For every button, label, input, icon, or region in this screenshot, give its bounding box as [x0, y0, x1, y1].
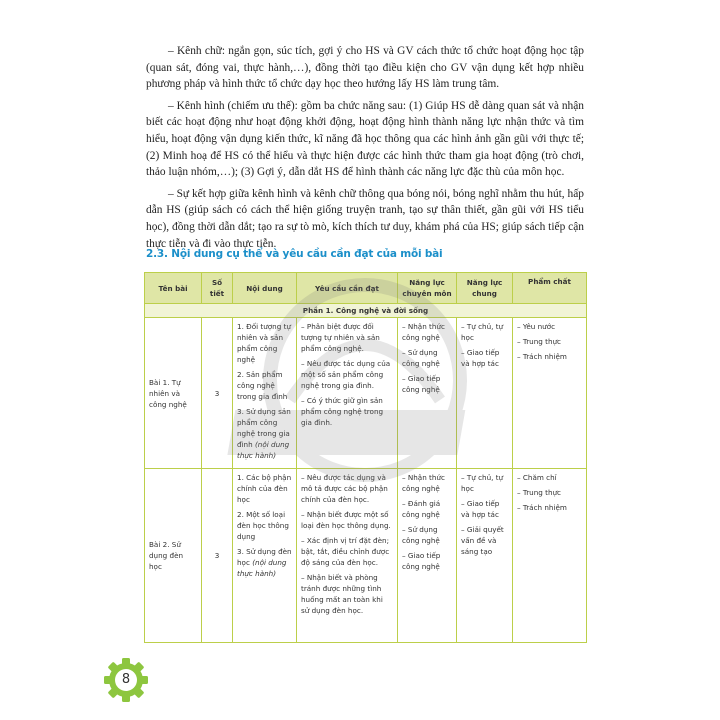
list-item	[301, 472, 393, 505]
header-cell: Nội dung	[233, 273, 297, 304]
content-note: (nội dung thực hành)	[237, 558, 287, 578]
header-cell: Tên bài	[145, 273, 202, 304]
list-item	[461, 321, 508, 343]
part-title: Phần 1. Công nghệ và đời sống	[145, 304, 587, 318]
item-text: 1. Các bộ phận chính của đèn học	[237, 473, 292, 504]
list-item	[237, 406, 292, 461]
header-cell: Năng lực chung	[457, 273, 513, 304]
list-item	[402, 472, 452, 494]
item-text: – Chăm chỉ	[517, 473, 557, 482]
item-text: – Có ý thức giữ gìn sản phẩm công nghệ trong gia đình.	[301, 396, 384, 427]
item-text: 2. Một số loại đèn học thông dụng	[237, 510, 289, 541]
lesson-periods: 3	[202, 469, 233, 643]
item-text: – Nêu được tác dụng và mô tả được các bộ phận chính của đèn học.	[301, 473, 388, 504]
list-item	[237, 321, 292, 365]
item-text: – Tự chủ, tự học	[461, 473, 504, 493]
lesson-name: Bài 1. Tự nhiên và công nghệ	[145, 318, 202, 469]
part-row	[145, 304, 587, 318]
item-text: – Giải quyết vấn đề và sáng tạo	[461, 525, 504, 556]
item-text: – Nhận biết được một số loại đèn học thông dụng.	[301, 510, 391, 530]
list-item	[517, 502, 582, 513]
item-text: – Nhận thức công nghệ	[402, 322, 445, 342]
item-text: – Sử dụng công nghệ	[402, 348, 440, 368]
list-item	[301, 535, 393, 568]
item-text: 3. Sử dụng sản phẩm công nghệ trong gia đình	[237, 407, 291, 449]
list-item	[402, 524, 452, 546]
item-text: – Giao tiếp công nghệ	[402, 374, 441, 394]
list-item	[237, 509, 292, 542]
list-item	[517, 487, 582, 498]
item-text: – Trách nhiệm	[517, 352, 567, 361]
table-header-row	[145, 273, 587, 304]
general-competencies	[457, 469, 513, 643]
table-row	[145, 469, 587, 643]
item-text: – Sử dụng công nghệ	[402, 525, 440, 545]
item-text: – Xác định vị trí đặt đèn; bật, tắt, điều chỉnh được độ sáng của đèn học.	[301, 536, 390, 567]
page-number: 8	[121, 672, 131, 687]
list-item	[402, 321, 452, 343]
lesson-name: Bài 2. Sử dụng đèn học	[145, 469, 202, 643]
specialized-competencies	[398, 318, 457, 469]
header-cell: Số tiết	[202, 273, 233, 304]
paragraph: – Kênh hình (chiếm ưu thế): gồm ba chức năng sau: (1) Giúp HS dễ dàng quan sát và nhận biết các hoạt động như hoạt động khởi động, hoạt động hình thành năng lực nhận thức và tìm hiểu, hoạt động vận dụng kiến thức, kĩ năng đã học thông qua các hình ảnh gần gũi với thực tế; (2) Minh hoạ để HS có thể hiểu và thực hiện được các hình thức tham gia hoạt động (trò chơi, thảo luận nhóm,…); (3) Gợi ý, dẫn dắt HS để hình thành các năng lực đặc thù của môn học.	[146, 99, 584, 179]
item-text: – Nhận thức công nghệ	[402, 473, 445, 493]
list-item	[301, 321, 393, 354]
list-item	[461, 498, 508, 520]
item-text: – Phân biệt được đối tượng tự nhiên và sản phẩm công nghệ.	[301, 322, 380, 353]
paragraph: – Sự kết hợp giữa kênh hình và kênh chữ thông qua bóng nói, bóng nghĩ nhằm thu hút, hấp dẫn HS (giúp sách có cách thể hiện giống truyện tranh, tạo sự thân thiết, gần gũi với HS tiểu học), đồng thời dẫn dắt; tạo ra sự tò mò, kích thích tư duy, khám phá của HS; giúp sách tiếp cận thực tiễn và đi vào thực tiễn.	[146, 187, 584, 250]
header-cell: Năng lực chuyên môn	[398, 273, 457, 304]
item-text: – Giao tiếp và hợp tác	[461, 348, 500, 368]
general-competencies	[457, 318, 513, 469]
paragraph: – Kênh chữ: ngắn gọn, súc tích, gợi ý cho HS và GV cách thức tổ chức hoạt động học tập (quan sát, đóng vai, thực hành,…), đồng thời tạo điều kiện cho GV vận dụng kết hợp nhiều phương pháp và hình thức tổ chức dạy học theo hướng lấy HS làm trung tâm.	[146, 45, 584, 91]
list-item	[301, 509, 393, 531]
lesson-requirements	[297, 318, 398, 469]
item-text: – Trách nhiệm	[517, 503, 567, 512]
list-item	[517, 336, 582, 347]
list-item	[517, 472, 582, 483]
lesson-requirements	[297, 469, 398, 643]
list-item	[517, 351, 582, 362]
list-item	[402, 498, 452, 520]
list-item	[237, 472, 292, 505]
table-row	[145, 318, 587, 469]
list-item	[402, 373, 452, 395]
list-item	[301, 358, 393, 391]
header-cell: Phẩm chất	[513, 273, 587, 304]
lesson-table	[144, 272, 587, 643]
list-item	[461, 347, 508, 369]
item-text: 2. Sản phẩm công nghệ trong gia đình	[237, 370, 288, 401]
list-item	[237, 546, 292, 579]
list-item	[301, 572, 393, 616]
section-heading: 2.3. Nội dung cụ thể và yêu cầu cần đạt của mỗi bài	[146, 248, 443, 260]
qualities	[513, 318, 587, 469]
item-text: – Yêu nước	[517, 322, 556, 331]
item-text: 1. Đối tượng tự nhiên và sản phẩm công nghệ	[237, 322, 291, 364]
list-item	[402, 550, 452, 572]
lesson-content	[233, 469, 297, 643]
item-text: 3. Sử dụng đèn học	[237, 547, 292, 567]
body-text	[146, 43, 584, 257]
list-item	[301, 395, 393, 428]
list-item	[461, 472, 508, 494]
list-item	[461, 524, 508, 557]
item-text: – Giao tiếp và hợp tác	[461, 499, 500, 519]
item-text: – Trung thực	[517, 488, 562, 497]
item-text: – Trung thực	[517, 337, 562, 346]
list-item	[237, 369, 292, 402]
qualities	[513, 469, 587, 643]
item-text: – Đánh giá công nghệ	[402, 499, 441, 519]
item-text: – Nêu được tác dụng của một số sản phẩm công nghệ trong gia đình.	[301, 359, 391, 390]
item-text: – Tự chủ, tự học	[461, 322, 504, 342]
item-text: – Giao tiếp công nghệ	[402, 551, 441, 571]
content-note: (nội dung thực hành)	[237, 440, 290, 460]
item-text: – Nhận biết và phòng tránh được những tình huống mất an toàn khi sử dụng đèn học.	[301, 573, 383, 615]
header-cell: Yêu cầu cần đạt	[297, 273, 398, 304]
lesson-content	[233, 318, 297, 469]
list-item	[402, 347, 452, 369]
specialized-competencies	[398, 469, 457, 643]
lesson-periods: 3	[202, 318, 233, 469]
list-item	[517, 321, 582, 332]
